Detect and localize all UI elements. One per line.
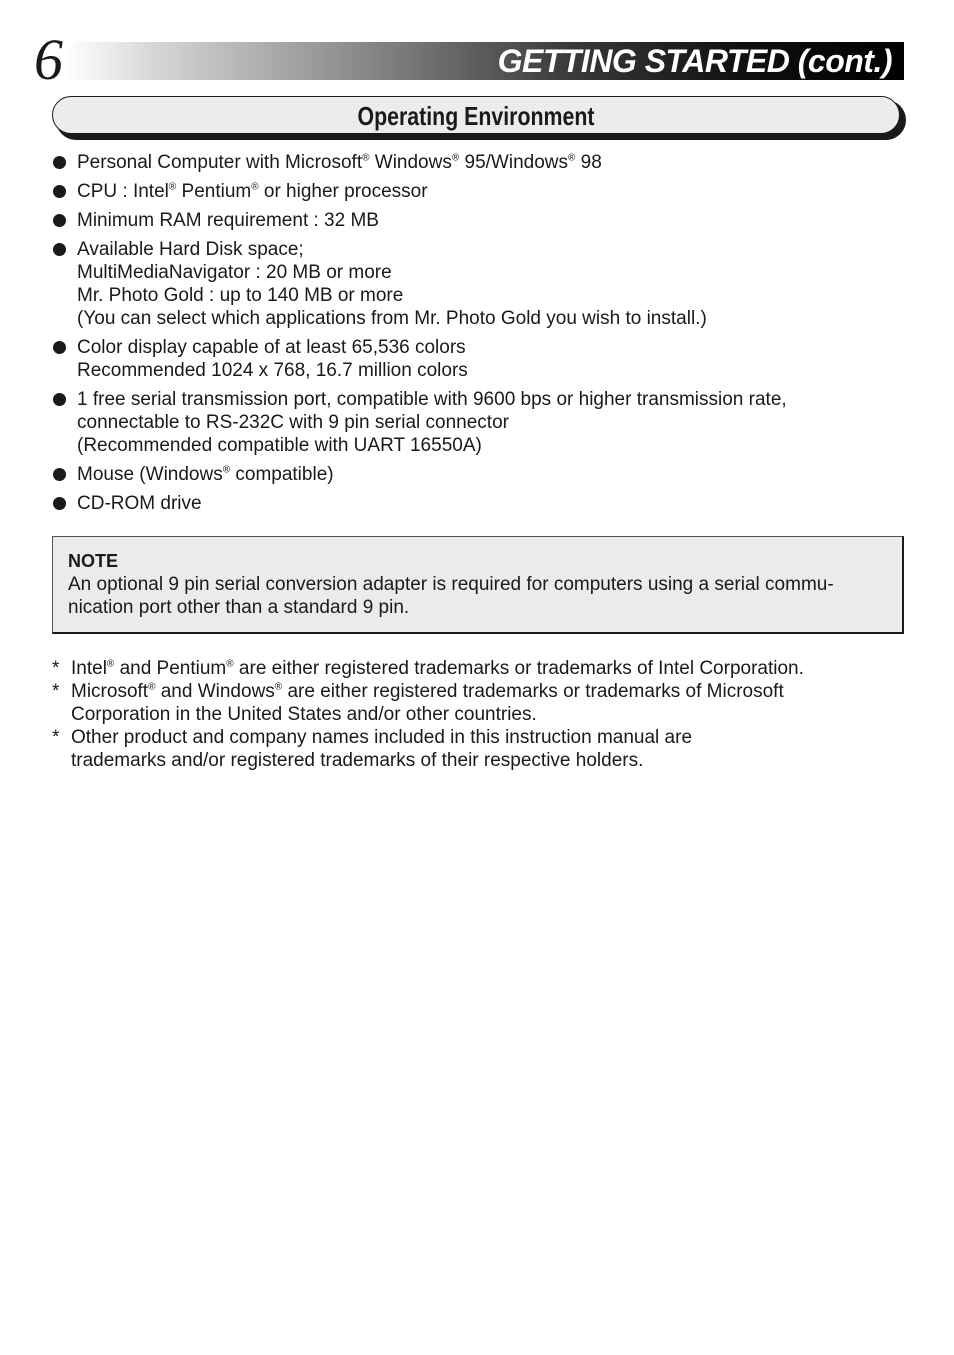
requirement-item [52,238,912,330]
bullet-icon [53,468,66,481]
requirement-text: 1 free serial transmission port, compatible with 9600 bps or higher transmission rate, [77,389,787,410]
requirements-list [52,151,912,521]
note-text [68,573,887,619]
section-heading [52,96,900,134]
footnote-text: Corporation in the United States and/or other countries. [71,704,537,725]
footnote-item [52,657,922,680]
bullet-icon [53,341,66,354]
footnote-marker: * [52,727,60,748]
requirement-item [52,336,912,382]
footnote-marker: * [52,658,60,679]
footnote-marker: * [52,681,60,702]
footnote-text: Microsoft® and Windows® are either registered trademarks or trademarks of Microsoft [71,681,784,702]
requirement-item [52,209,912,232]
header-bar [66,42,904,80]
bullet-icon [53,185,66,198]
requirement-item [52,180,912,203]
requirement-item [52,492,912,515]
bullet-icon [53,393,66,406]
requirement-text: CD-ROM drive [77,493,202,514]
requirement-item [52,151,912,174]
section-title: Operating Environment [357,101,595,131]
note-box [52,536,904,634]
footnote-text: Intel® and Pentium® are either registered trademarks or trademarks of Intel Corporation. [71,658,804,679]
note-line: nication port other than a standard 9 pin. [68,597,410,618]
requirement-text: Mr. Photo Gold : up to 140 MB or more [77,285,404,306]
note-title: NOTE [68,551,119,571]
page-title: GETTING STARTED (cont.) [497,43,892,79]
footnote-item [52,680,922,726]
footnote-item [52,726,922,772]
footnote-text: Other product and company names included in this instruction manual are [71,727,693,748]
requirement-text: MultiMediaNavigator : 20 MB or more [77,262,392,283]
requirement-text: Personal Computer with Microsoft® Windows® 95/Windows® 98 [77,152,602,173]
note-line: An optional 9 pin serial conversion adapter is required for computers using a serial commu- [68,574,834,595]
requirement-text: connectable to RS-232C with 9 pin serial connector [77,412,509,433]
requirement-text: Available Hard Disk space; [77,239,304,260]
bullet-icon [53,214,66,227]
requirement-text: (Recommended compatible with UART 16550A) [77,435,482,456]
bullet-icon [53,243,66,256]
footnotes-list [52,657,922,772]
requirement-item [52,463,912,486]
requirement-text: Color display capable of at least 65,536 colors [77,337,466,358]
requirement-text: Mouse (Windows® compatible) [77,464,334,485]
page-number: 6 [34,27,63,92]
bullet-icon [53,497,66,510]
requirement-text: Recommended 1024 x 768, 16.7 million colors [77,360,468,381]
bullet-icon [53,156,66,169]
requirement-item [52,388,912,457]
footnote-text: trademarks and/or registered trademarks of their respective holders. [71,750,644,771]
requirement-text: (You can select which applications from Mr. Photo Gold you wish to install.) [77,308,707,329]
requirement-text: Minimum RAM requirement : 32 MB [77,210,379,231]
requirement-text: CPU : Intel® Pentium® or higher processor [77,181,428,202]
